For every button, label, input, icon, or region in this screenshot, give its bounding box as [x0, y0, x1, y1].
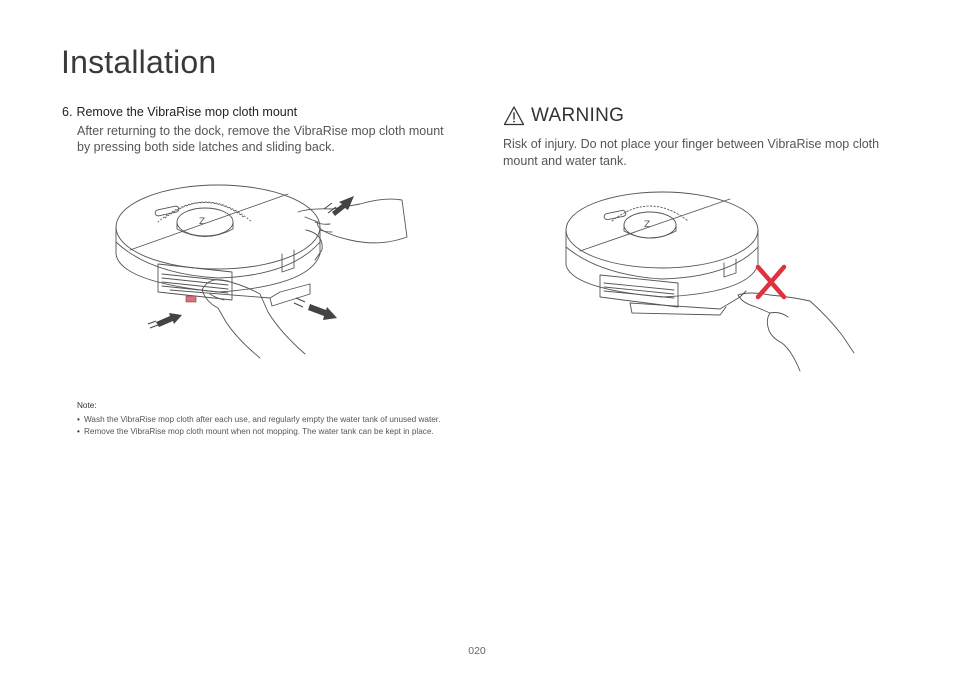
step-6: [62, 104, 452, 155]
arrow-slide-back: [308, 304, 337, 320]
step-heading: [62, 104, 452, 121]
latch-highlight: [186, 296, 196, 302]
step-title: Remove the VibraRise mop cloth mount: [76, 105, 298, 119]
right-hand: [298, 199, 407, 243]
page-title: Installation: [61, 44, 217, 80]
note-item: • Wash the VibraRise mop cloth after each use, and regularly empty the water tank of unused water.: [77, 414, 441, 424]
svg-text:Z: Z: [199, 217, 206, 227]
warning-header: [503, 104, 893, 128]
finger-warning-illustration: [560, 185, 860, 385]
step-description: After returning to the dock, remove the VibraRise mop cloth mount by pressing both side latches and sliding back.: [77, 124, 444, 154]
page-number: 020: [468, 645, 486, 657]
robot-side: [116, 227, 320, 292]
warning-block: [503, 104, 893, 170]
step-number: 6.: [62, 105, 73, 119]
note-item: • Remove the VibraRise mop cloth mount when not mopping. The water tank can be kept in place.: [77, 427, 434, 436]
note-block: [77, 400, 457, 439]
warning-text: Risk of injury. Do not place your finger between VibraRise mop cloth mount and water tank.: [503, 137, 880, 168]
note-list: [77, 414, 457, 439]
red-cross-icon: [758, 267, 784, 297]
robot-top: [116, 185, 320, 269]
note-title: Note:: [77, 401, 97, 410]
svg-text:Z: Z: [644, 220, 651, 230]
warning-triangle-icon: [503, 105, 525, 127]
arrow-push-left: [156, 313, 182, 327]
pointing-hand: [738, 293, 854, 371]
warning-title: WARNING: [531, 105, 625, 126]
remove-mop-mount-illustration: [110, 182, 420, 372]
